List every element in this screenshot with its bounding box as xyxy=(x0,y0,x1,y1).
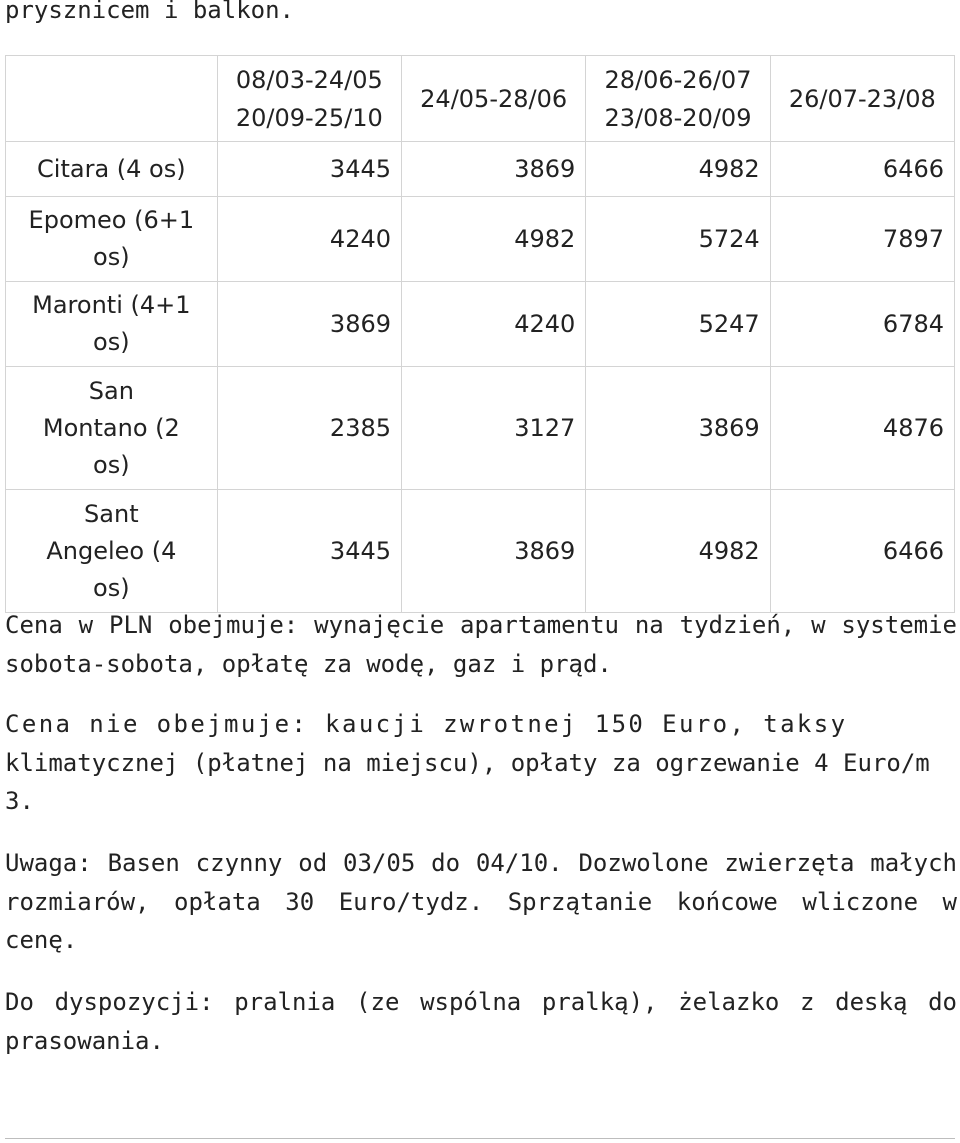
apartment-name-line: Angeleo (4 xyxy=(46,536,177,565)
price-cell: 3445 xyxy=(217,490,401,613)
apartment-name-cell xyxy=(6,490,218,613)
price-cell: 4982 xyxy=(402,197,586,282)
price-cell: 4876 xyxy=(770,367,954,490)
apartment-name-line: Maronti (4+1 xyxy=(32,291,191,319)
price-cell: 4240 xyxy=(402,282,586,367)
price-cell: 6784 xyxy=(770,282,954,367)
apartment-name-cell xyxy=(6,142,218,197)
price-cell: 2385 xyxy=(217,367,401,490)
table-row xyxy=(6,197,955,282)
price-cell: 4982 xyxy=(586,142,770,197)
apartment-name-cell xyxy=(6,282,218,367)
header-period-4 xyxy=(770,56,954,142)
price-includes-note: Cena w PLN obejmuje: wynajęcie apartamentu na tydzień, w systemie sobota-sobota, opłatę za wodę, gaz i prąd. xyxy=(5,611,957,678)
price-excludes-note-line1: Cena nie obejmuje: kaucji zwrotnej 150 Euro, taksy xyxy=(5,710,848,738)
table-row xyxy=(6,282,955,367)
price-cell: 4240 xyxy=(217,197,401,282)
price-cell: 3869 xyxy=(586,367,770,490)
price-cell: 3869 xyxy=(217,282,401,367)
apartment-name-line: os) xyxy=(93,243,130,271)
header-period-1-line1: 08/03-24/05 xyxy=(235,65,383,94)
price-table-header-row xyxy=(6,56,955,142)
price-cell: 3445 xyxy=(217,142,401,197)
header-period-3-line2: 23/08-20/09 xyxy=(604,103,752,132)
header-period-4-line1: 26/07-23/08 xyxy=(788,84,936,113)
apartment-name-line: Sant xyxy=(84,499,139,528)
price-excludes-note-rest: klimatycznej (płatnej na miejscu), opłaty za ogrzewanie 4 Euro/m 3. xyxy=(5,748,930,815)
table-row xyxy=(6,367,955,490)
price-cell: 6466 xyxy=(770,142,954,197)
header-period-2 xyxy=(402,56,586,142)
footer-divider xyxy=(5,1138,955,1139)
header-period-3 xyxy=(586,56,770,142)
header-period-3-line1: 28/06-26/07 xyxy=(604,65,752,94)
price-cell: 5247 xyxy=(586,282,770,367)
price-cell: 3127 xyxy=(402,367,586,490)
header-corner-cell xyxy=(6,56,218,142)
apartment-name: Citara (4 os) xyxy=(37,154,186,183)
price-cell: 3869 xyxy=(402,142,586,197)
price-cell: 3869 xyxy=(402,490,586,613)
warning-note: Uwaga: Basen czynny od 03/05 do 04/10. Dozwolone zwierzęta małych rozmiarów, opłata 30 Euro/tydz. Sprzątanie końcowe wliczone w cenę. xyxy=(5,849,957,954)
intro-text-tail: prysznicem i balkon. xyxy=(5,0,294,24)
price-excludes-note xyxy=(5,705,957,821)
apartment-name-cell xyxy=(6,367,218,490)
apartment-name-line: os) xyxy=(93,328,130,356)
price-cell: 7897 xyxy=(770,197,954,282)
header-period-1-line2: 20/09-25/10 xyxy=(235,103,383,132)
apartment-name-line: Epomeo (6+1 xyxy=(28,206,195,234)
table-row xyxy=(6,142,955,197)
apartment-name-line: os) xyxy=(93,573,130,602)
apartment-name-line: os) xyxy=(93,450,130,479)
price-cell: 4982 xyxy=(586,490,770,613)
apartment-name-line: San xyxy=(88,376,134,405)
table-row xyxy=(6,490,955,613)
price-table xyxy=(5,55,955,613)
header-period-2-line1: 24/05-28/06 xyxy=(420,84,568,113)
header-period-1 xyxy=(217,56,401,142)
apartment-name-line: Montano (2 xyxy=(42,413,180,442)
amenities-note: Do dyspozycji: pralnia (ze wspólna pralką), żelazko z deską do prasowania. xyxy=(5,988,957,1055)
price-cell: 5724 xyxy=(586,197,770,282)
apartment-name-cell xyxy=(6,197,218,282)
price-cell: 6466 xyxy=(770,490,954,613)
